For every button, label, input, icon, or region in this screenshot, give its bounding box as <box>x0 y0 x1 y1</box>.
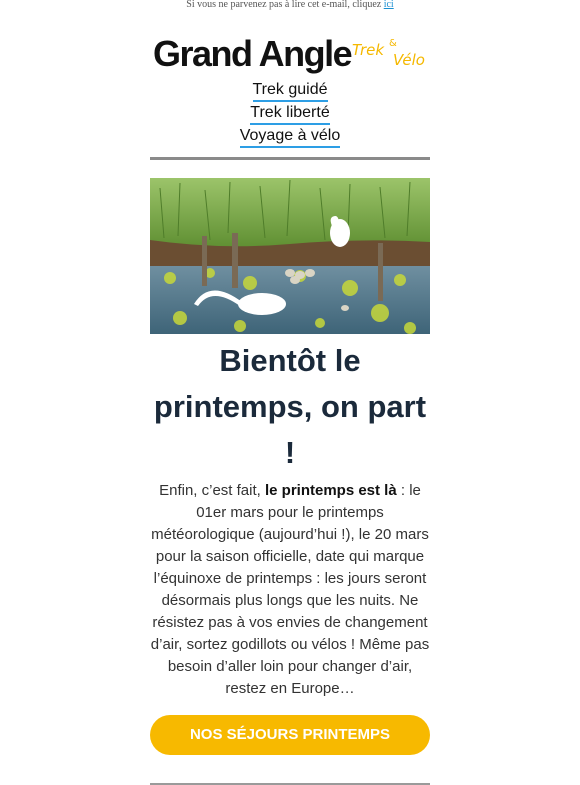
nav-trek-guide[interactable]: Trek guidé <box>253 80 328 102</box>
view-online-link[interactable]: ici <box>383 0 394 10</box>
preheader <box>0 0 580 14</box>
top-divider <box>150 157 430 160</box>
logo-trek: Trek <box>352 41 385 59</box>
spring-trips-button[interactable]: NOS SÉJOURS PRINTEMPS <box>150 715 430 755</box>
article-title: Bientôt le printemps, on part ! <box>153 343 427 470</box>
main-nav <box>0 80 580 148</box>
hero-image-swans[interactable] <box>150 178 430 334</box>
article-body <box>146 480 434 700</box>
logo-velo: Vélo <box>393 51 425 69</box>
preheader-text: Si vous ne parvenez pas à lire cet e-mail, cliquez <box>186 0 384 10</box>
logo-wordmark: Grand Angle <box>153 33 352 74</box>
nav-trek-liberte[interactable]: Trek liberté <box>250 103 329 125</box>
brand-logo[interactable] <box>0 14 580 74</box>
article-body-intro: Enfin, c’est fait, <box>159 482 265 499</box>
nav-voyage-velo[interactable]: Voyage à vélo <box>240 126 341 148</box>
article-body-rest: : le 01er mars pour le printemps météorologique (aujourd’hui !), le 20 mars pour la saison officielle, date qui marque l’équinoxe de printemps : les jours seront désormais plus longs que les nuits. Ne résistez pas à vos envies de changement d’air, sortez godillots ou vélos ! Même pas besoin d’aller loin pour changer d’air, restez en Europe… <box>150 482 430 697</box>
logo-ampersand: & <box>389 38 397 49</box>
article-body-highlight: le printemps est là <box>264 482 397 499</box>
